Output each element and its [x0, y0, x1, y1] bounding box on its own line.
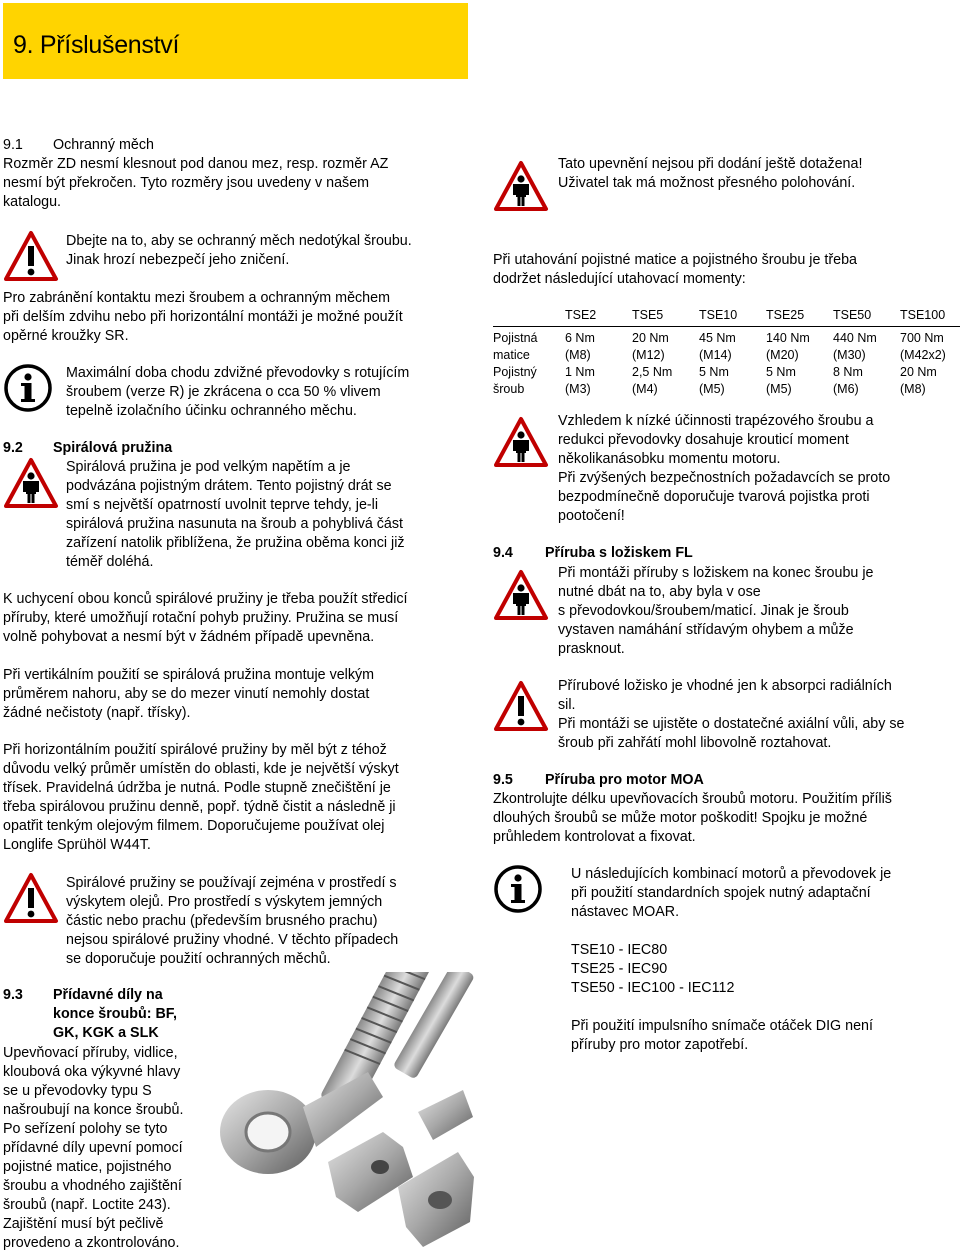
text-line: smí s největší opatrností uvolnit teprve tehdy, je-li: [66, 497, 379, 513]
text-line: nejsou spirálové pružiny vhodné. V těchto případech: [66, 932, 399, 948]
text-line: se doporučuje použití ochranných měchů.: [66, 951, 331, 967]
section-title: Příruba pro motor MOA: [545, 772, 704, 788]
text-line: šroubů (např. Loctite 243).: [3, 1197, 171, 1213]
s93-text: [3, 1044, 183, 1253]
s95-text: [493, 790, 892, 847]
s92-paragraph-1: [3, 590, 408, 647]
section-9-5-heading: [493, 771, 704, 790]
text-line: šroubu a vhodného zajištění: [3, 1178, 182, 1194]
table-row: [493, 327, 960, 365]
text-line: Spirálová pružina je pod velkým napětím a je: [66, 459, 351, 475]
torque-table-wrap: [493, 305, 960, 398]
section-9-2-heading: [3, 439, 172, 458]
info-icon: [3, 363, 53, 413]
torque-table: [493, 305, 960, 398]
section-title: Spirálová pružina: [53, 440, 173, 456]
text-line: podvázána pojistným drátem. Tento pojistný drát se: [66, 478, 392, 494]
text-line: spirálová pružina nasunuta na šroub a pohyblivá část: [66, 516, 403, 532]
text-line: částic nebo prachu (především brusného prachu): [66, 913, 378, 929]
text-line: průměrem nahoru, aby se do mezer vinutí nemohly dostat: [3, 686, 370, 702]
text-line: téměř doléhá.: [66, 554, 154, 570]
text-line: Při vertikálním použití se spirálová pružina montuje velkým: [3, 667, 375, 683]
text-line: Při montáži se ujistěte o dostatečné axiální vůli, aby se: [558, 716, 905, 732]
section-title: Ochranný měch: [53, 137, 154, 153]
section-number: 9.2: [3, 440, 23, 456]
s92-paragraph-3: [3, 741, 399, 855]
table-cell: 6 Nm (M8): [565, 331, 595, 362]
section-title: konce šroubů: BF,: [53, 1006, 177, 1022]
text-line: sil.: [558, 697, 576, 713]
page-title: 9. Příslušenství: [13, 31, 180, 59]
s91-text: [3, 289, 403, 346]
list-item: TSE10 - IEC80: [571, 942, 668, 958]
section-title: Příruba s ložiskem FL: [545, 545, 693, 561]
text-line: dodržet následující utahovací momenty:: [493, 271, 746, 287]
column-header: [493, 305, 565, 327]
warning-triangle-icon: [3, 230, 59, 282]
text-line: volně pohybovat a nesmí být v žádném případě upevněna.: [3, 629, 375, 645]
warning-triangle-icon: [493, 680, 549, 732]
text-line: Pro zabránění kontaktu mezi šroubem a ochranným měchem: [3, 290, 390, 306]
text-line: kloubová oka výkyvné hlavy: [3, 1064, 181, 1080]
table-header-row: [493, 305, 960, 327]
text-line: Rozměr ZD nesmí klesnout pod danou mez, resp. rozměr AZ: [3, 156, 389, 172]
caution-person-icon: [493, 569, 549, 621]
column-header: TSE10: [699, 305, 766, 327]
text-line: Spirálové pružiny se používají zejména v prostředí s: [66, 875, 397, 891]
text-line: nástavec MOAR.: [571, 904, 680, 920]
table-cell: 5 Nm (M5): [699, 365, 729, 396]
text-line: katalogu.: [3, 194, 62, 210]
section-9-1-heading: [3, 136, 154, 155]
text-line: přídavné díly upevní pomocí: [3, 1140, 183, 1156]
text-line: opatřit tenkým olejovým filmem. Doporučujeme používat olej: [3, 818, 385, 834]
s94-warning-2: [558, 677, 904, 753]
table-cell: 45 Nm (M14): [699, 331, 736, 362]
text-line: Uživatel tak má možnost přesného polohování.: [558, 175, 856, 191]
s92-paragraph-2: [3, 666, 374, 723]
text-line: Dbejte na to, aby se ochranný měch nedotýkal šroubu.: [66, 233, 412, 249]
s92-warning-2: [66, 874, 398, 969]
text-line: třísek. Pravidelná údržba je nutná. Podle stupně znečištění je: [3, 780, 391, 796]
column-header: TSE100: [900, 305, 960, 327]
fastening-note: [558, 155, 862, 193]
text-line: K uchycení obou konců spirálové pružiny je třeba použít středicí: [3, 591, 408, 607]
row-label: Pojistný šroub: [493, 365, 537, 396]
attachments-product-image: [208, 972, 478, 1251]
text-line: třeba spirálovou pružinu denně, popř. týdně čistit a následně ji: [3, 799, 396, 815]
caution-person-icon: [493, 160, 549, 212]
text-line: Zkontrolujte délku upevňovacích šroubů motoru. Použitím příliš: [493, 791, 892, 807]
text-line: s převodovkou/šroubem/maticí. Jinak je šroub: [558, 603, 849, 619]
s95-combinations: [571, 941, 734, 998]
table-cell: 5 Nm (M5): [766, 365, 796, 396]
text-line: nesmí být překročen. Tyto rozměry jsou uvedeny v našem: [3, 175, 370, 191]
section-9-3-heading: [3, 986, 177, 1043]
info-icon: [493, 864, 543, 914]
list-item: TSE50 - IEC100 - IEC112: [571, 980, 735, 996]
section-title: Přídavné díly na: [53, 987, 163, 1003]
text-line: bezpodmínečně doporučuje tvarová pojistka proti: [558, 489, 870, 505]
text-line: Longlife Sprühöl W44T.: [3, 837, 151, 853]
text-line: prasknout.: [558, 641, 625, 657]
text-line: nutné dbát na to, aby byla v ose: [558, 584, 761, 600]
text-line: Při utahování pojistné matice a pojistného šroubu je třeba: [493, 252, 857, 268]
text-line: Tato upevnění nejsou při dodání ještě dotažena!: [558, 156, 863, 172]
s91-intro: [3, 155, 388, 212]
text-line: vystaven namáhání střídavým ohybem a může: [558, 622, 854, 638]
text-line: se u převodovky typu S: [3, 1083, 152, 1099]
text-line: Maximální doba chodu zdvižné převodovky s rotujícím: [66, 365, 410, 381]
text-line: U následujících kombinací motorů a převodovek je: [571, 866, 892, 882]
text-line: Při horizontálním použití spirálové pružiny by měl být z téhož: [3, 742, 387, 758]
text-line: šroub při zahřátí mohl libovolně roztahovat.: [558, 735, 832, 751]
s95-info-2: [571, 1017, 873, 1055]
text-line: Při použití impulsního snímače otáček DIG není: [571, 1018, 873, 1034]
column-header: TSE50: [833, 305, 900, 327]
table-cell: 20 Nm (M12): [632, 331, 669, 362]
section-title: GK, KGK a SLK: [53, 1025, 159, 1041]
text-line: výskytem olejů. Pro prostředí s výskytem jemných: [66, 894, 383, 910]
caution-person-icon: [3, 457, 59, 509]
text-line: při použití standardních spojek nutný adaptační: [571, 885, 871, 901]
row-label: Pojistná matice: [493, 331, 538, 362]
text-line: příruby pro motor zapotřebí.: [571, 1037, 749, 1053]
text-line: Zajištění musí být pečlivě: [3, 1216, 164, 1232]
text-line: pootočení!: [558, 508, 625, 524]
text-line: zařízení natolik přiblížena, že pružina oběma konci již: [66, 535, 405, 551]
text-line: tepelně izolačního účinku ochranného měchu.: [66, 403, 357, 419]
section-number: 9.1: [3, 137, 23, 153]
column-header: TSE5: [632, 305, 699, 327]
text-line: šroubem (verze R) je zkrácena o cca 50 % vlivem: [66, 384, 381, 400]
text-line: pojistné matice, pojistného: [3, 1159, 172, 1175]
text-line: opěrné kroužky SR.: [3, 328, 129, 344]
table-cell: 20 Nm (M8): [900, 365, 937, 396]
text-line: našroubují na konce šroubů.: [3, 1102, 184, 1118]
s94-warning: [558, 564, 873, 659]
warning-triangle-icon: [3, 872, 59, 924]
torque-intro: [493, 251, 857, 289]
table-cell: 8 Nm (M6): [833, 365, 863, 396]
table-cell: 700 Nm (M42x2): [900, 331, 946, 362]
s95-info: [571, 865, 891, 922]
table-cell: 440 Nm (M30): [833, 331, 877, 362]
section-number: 9.5: [493, 772, 513, 788]
section-9-4-heading: [493, 544, 693, 563]
caution-person-icon: [493, 416, 549, 468]
text-line: provedeno a zkontrolováno.: [3, 1235, 180, 1251]
table-row: [493, 364, 960, 398]
text-line: žádné nečistoty (např. třísky).: [3, 705, 191, 721]
text-line: Po seřízení polohy se tyto: [3, 1121, 168, 1137]
text-line: Jinak hrozí nebezpečí jeho zničení.: [66, 252, 290, 268]
text-line: příruby, které umožňují rotační pohyb pružiny. Pružina se musí: [3, 610, 399, 626]
text-line: při delším zdvihu nebo při horizontální montáži je možné použít: [3, 309, 403, 325]
s91-warning: [66, 232, 412, 270]
table-cell: 2,5 Nm (M4): [632, 365, 673, 396]
section-number: 9.3: [3, 987, 23, 1003]
table-cell: 140 Nm (M20): [766, 331, 810, 362]
title-banner: [3, 3, 468, 79]
text-line: Vzhledem k nízké účinnosti trapézového šroubu a: [558, 413, 874, 429]
text-line: Při zvýšených bezpečnostních požadavcích se proto: [558, 470, 891, 486]
text-line: důvodu velký průměr umístěn do oblasti, kde je největší výskyt: [3, 761, 399, 777]
column-header: TSE2: [565, 305, 632, 327]
torque-warning: [558, 412, 890, 526]
text-line: Přírubové ložisko je vhodné jen k absorpci radiálních: [558, 678, 892, 694]
text-line: dlouhých šroubů se může motor poškodit! Spojku je možné: [493, 810, 868, 826]
s92-warning: [66, 458, 405, 572]
s91-info: [66, 364, 409, 421]
column-header: TSE25: [766, 305, 833, 327]
table-cell: 1 Nm (M3): [565, 365, 595, 396]
text-line: Při montáži příruby s ložiskem na konec šroubu je: [558, 565, 874, 581]
text-line: průhledem kontrolovat a fixovat.: [493, 829, 696, 845]
text-line: několikanásobku momentu motoru.: [558, 451, 781, 467]
list-item: TSE25 - IEC90: [571, 961, 668, 977]
section-number: 9.4: [493, 545, 513, 561]
text-line: Upevňovací příruby, vidlice,: [3, 1045, 178, 1061]
text-line: redukci převodovky dosahuje krouticí moment: [558, 432, 849, 448]
